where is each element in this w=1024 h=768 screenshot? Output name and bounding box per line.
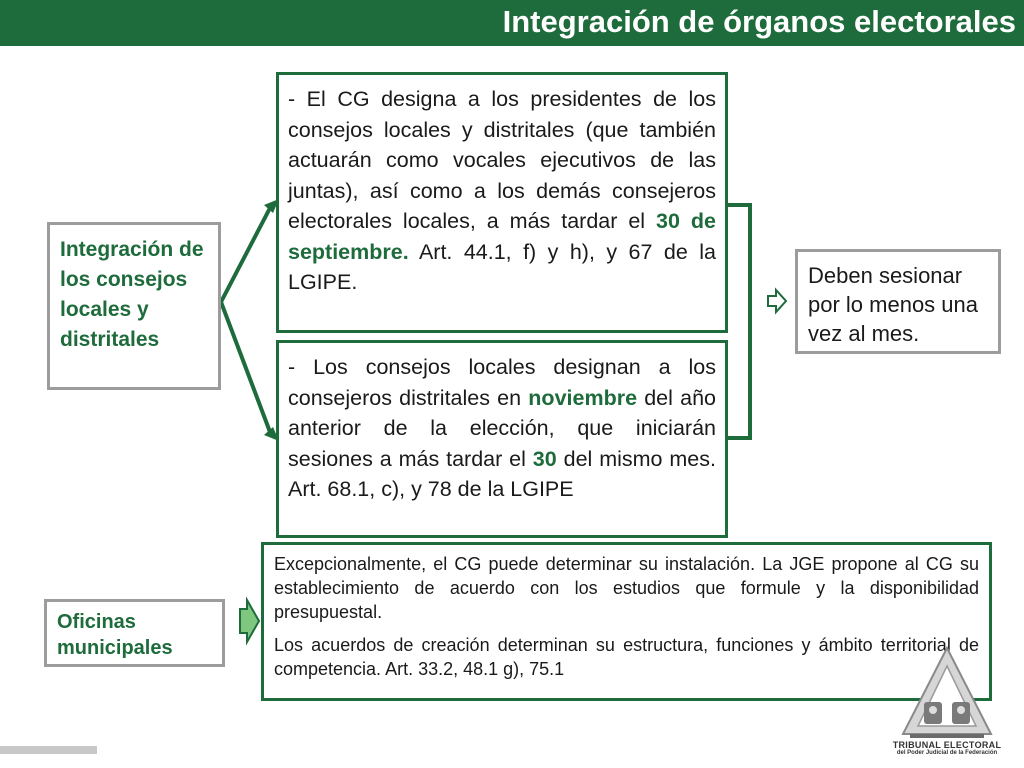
bottom-accent-bar [0,746,97,754]
logo-subtitle: del Poder Judicial de la Federación [896,750,998,756]
consejos-day: 30 [532,446,557,471]
arrow-right-icon [768,290,786,312]
sesionar-text: Deben sesionar por lo menos una vez al mes. [808,263,978,346]
cg-designa-box [276,72,728,333]
bracket-connector [728,205,750,438]
logo-title: TRIBUNAL ELECTORAL [892,740,1002,750]
consejos-month: noviembre [528,385,638,410]
consejos-locales-box [276,340,728,538]
excepcional-paragraph-2: Los acuerdos de creación determinan su estructura, funciones y ámbito territorial de competencia. Art. 33.2, 48.1 g), 75.1 [274,635,979,679]
integracion-consejos-box [47,222,221,390]
page-title: Integración de órganos electorales [502,4,1016,39]
cg-designa-article: Art. 44.1, f) y h), y 67 de la LGIPE. [288,239,716,294]
excepcional-box [261,542,992,701]
oficinas-municipales-label: Oficinas municipales [57,611,173,659]
cg-designa-text: - El CG designa a los presidentes de los consejos locales y distritales (que también actuarán como vocales ejecutivos de las juntas), así como a los demás consejeros electorales locales, a más tardar el [288,87,716,233]
logo-caption [884,740,1010,756]
cg-designa-date: 30 de septiembre. [288,209,717,264]
integracion-consejos-label: Integración de los consejos locales y distritales [60,238,204,351]
arrow-right-icon [240,600,259,642]
oficinas-municipales-box [44,599,225,667]
excepcional-paragraph-1: Excepcionalmente, el CG puede determinar su instalación. La JGE propone al CG su establecimiento de acuerdo con los estudios que formule y la disponibilidad presupuestal. [274,554,979,622]
consejos-text-2: del año anterior de la elección, que iniciarán sesiones a más tardar el [288,385,716,471]
consejos-text-1: - Los consejos locales designan a los consejeros distritales en [288,355,716,410]
consejos-text-3: del mismo mes. Art. 68.1, c), y 78 de la LGIPE [288,446,716,501]
sesionar-box [795,249,1001,354]
fork-connector [221,208,270,432]
